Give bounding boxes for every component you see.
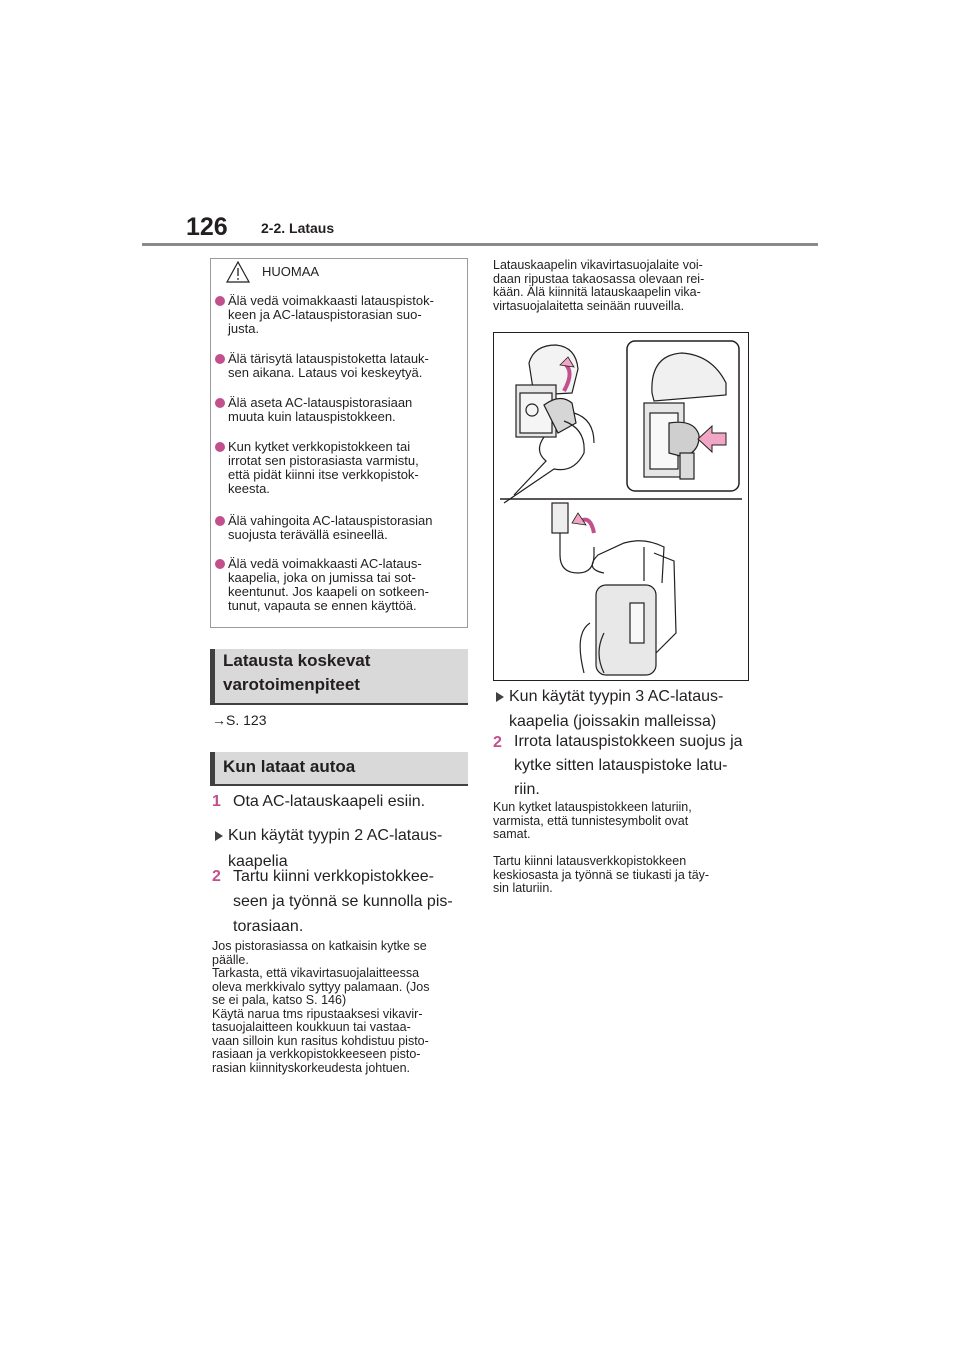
intro-text: Latauskaapelin vikavirtasuojalaite voi- daan ripustaa takaosassa olevaan rei- kään. Älä kiinnitä latauskaapelin vika- virtasuojalaitetta seinään ruuveilla. bbox=[493, 258, 705, 313]
step-2-note-symbols: Kun kytket latauspistokkeen laturiin, varmista, että tunnistesymbolit ovat samat. bbox=[493, 800, 692, 841]
header-rule bbox=[142, 243, 818, 246]
notice-item bbox=[214, 352, 464, 382]
step-2 bbox=[212, 864, 468, 944]
bullet-icon bbox=[215, 296, 225, 306]
heading-underline bbox=[210, 784, 468, 786]
notice-item bbox=[214, 440, 464, 498]
notice-item-text: Älä aseta AC-latauspistorasiaan muuta kuin latauspistokkeen. bbox=[228, 395, 413, 424]
notice-item bbox=[214, 294, 464, 338]
notice-item-text: Älä vedä voimakkaasti AC-lataus- kaapelia, joka on jumissa tai sot- keentunut. Jos kaapeli on sotkeen- tunut, vapauta se ennen käyttöä. bbox=[228, 556, 429, 613]
notice-item-text: Älä vedä voimakkaasti latauspistok- keen ja AC-latauspistorasian suo- justa. bbox=[228, 293, 434, 336]
notice-item-text: Älä tärisytä latauspistoketta latauk- sen aikana. Lataus voi keskeytyä. bbox=[228, 351, 429, 380]
notice-item-text: Kun kytket verkkopistokkeen tai irrotat sen pistorasiasta varmistu, että pidät kiinni itse verkkopistok- keesta. bbox=[228, 439, 419, 496]
step-number: 2 bbox=[212, 868, 221, 885]
step-text: Irrota latauspistokkeen suojus ja kytke sitten latauspistoke latu- riin. bbox=[514, 733, 743, 798]
bullet-icon bbox=[215, 398, 225, 408]
charging-illustration bbox=[493, 332, 749, 681]
page-number: 126 bbox=[186, 213, 228, 241]
bullet-icon bbox=[215, 559, 225, 569]
triangle-bullet-icon bbox=[496, 692, 504, 702]
notice-item bbox=[214, 557, 464, 615]
step-1 bbox=[212, 789, 468, 815]
notice-item-text: Älä vahingoita AC-latauspistorasian suojusta terävällä esineellä. bbox=[228, 513, 433, 542]
step-2-note-grip: Tartu kiinni latausverkkopistokkeen keskiosasta ja työnnä se tiukasti ja täy- sin laturiin. bbox=[493, 854, 710, 895]
bullet-icon bbox=[215, 442, 225, 452]
step-2-type3 bbox=[493, 730, 755, 808]
notice-title: HUOMAA bbox=[262, 264, 320, 279]
section-label: 2-2. Lataus bbox=[261, 220, 335, 236]
bullet-icon bbox=[215, 354, 225, 364]
type3-cable-condition bbox=[493, 684, 755, 736]
heading-line: Latausta koskevat bbox=[223, 651, 371, 670]
step-2-note: Jos pistorasiassa on katkaisin kytke se päälle. Tarkasta, että vikavirtasuojalaitteessa oleva merkkivalo syttyy palamaan. (Jos se ei pala, katso S. 146) Käytä narua tms ripustaaksesi vikavir- tasuojalaitteen koukkuun tai vastaa- vaan silloin kun rasitus kohdistuu pisto- rasiaan ja verkkopistokkeeseen pisto- rasian kiinnityskorkeudesta johtuen. bbox=[212, 939, 430, 1075]
notice-item bbox=[214, 514, 464, 544]
heading-line: Kun lataat autoa bbox=[223, 757, 356, 776]
condition-text: Kun käytät tyypin 3 AC-lataus- kaapelia (joissakin malleissa) bbox=[509, 688, 724, 730]
page-reference[interactable]: →S. 123 bbox=[212, 712, 267, 728]
step-number: 2 bbox=[493, 734, 502, 751]
section-heading-precautions bbox=[210, 649, 468, 703]
warning-icon bbox=[226, 261, 250, 283]
charging-illustration-drawing bbox=[494, 333, 748, 680]
step-text: Ota AC-latauskaapeli esiin. bbox=[233, 793, 426, 810]
bullet-icon bbox=[215, 516, 225, 526]
heading-line: varotoimenpiteet bbox=[223, 675, 360, 694]
heading-underline bbox=[210, 703, 468, 705]
condition-text: Kun käytät tyypin 2 AC-lataus- kaapelia bbox=[228, 827, 443, 870]
notice-item bbox=[214, 396, 464, 426]
step-text: Tartu kiinni verkkopistokkee- seen ja työnnä se kunnolla pis- torasiaan. bbox=[233, 868, 453, 935]
section-heading-charging bbox=[210, 752, 468, 784]
step-number: 1 bbox=[212, 793, 221, 810]
triangle-bullet-icon bbox=[215, 831, 223, 841]
